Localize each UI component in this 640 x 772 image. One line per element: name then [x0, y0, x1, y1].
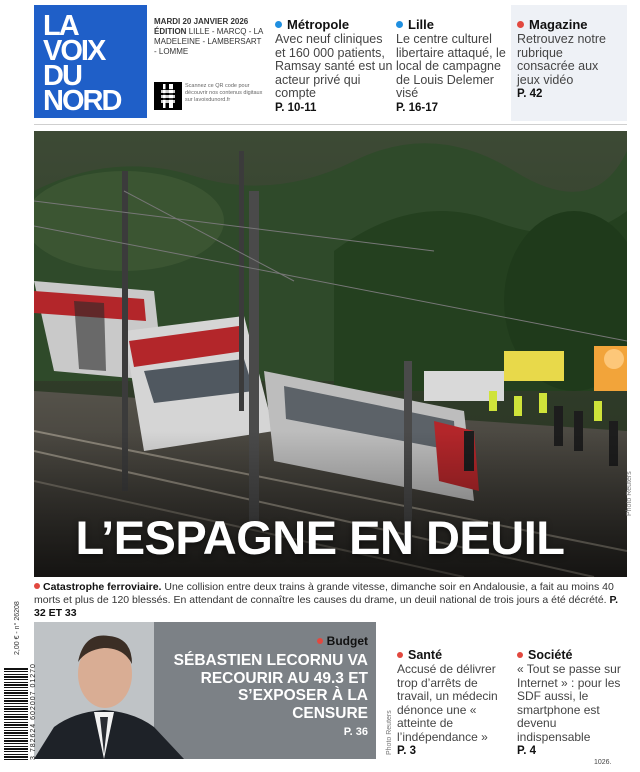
brief-sante[interactable]	[397, 648, 509, 757]
barcode-icon	[4, 668, 28, 760]
barcode-number: 3 782624 602007 01270	[30, 663, 37, 760]
brief-societe[interactable]	[517, 648, 629, 757]
brief-page: P. 4	[517, 745, 536, 757]
brief-text: Accusé de délivrer trop d’arrêts de travail, un médecin dénonce une « atteinte de l’indépendance »	[397, 662, 498, 744]
bullet-dot-icon	[396, 21, 403, 28]
lead-text: Une collision entre deux trains à grande vitesse, dimanche soir en Andalousie, a fait au moins 40 morts et plus de 120 blessés. En attendant de connaître les causes du drame, un deuil national de trois jours a été décrété.	[34, 581, 614, 606]
logo-line-du: DU	[43, 60, 81, 92]
teaser-text: Avec neuf cliniques et 160 000 patients, Ramsay santé est un acteur privé qui compte	[275, 32, 393, 100]
hero-headline[interactable]: L’ESPAGNE EN DEUIL	[75, 511, 565, 564]
budget-story[interactable]	[34, 622, 376, 759]
logo-line-voix: VOIX	[43, 35, 105, 67]
teaser-page: P. 16-17	[396, 101, 438, 114]
logo-line-nord: NORD	[43, 85, 121, 117]
newspaper-logo[interactable]	[34, 5, 147, 118]
qr-code-icon[interactable]	[154, 82, 182, 110]
edition-places: LILLE - MARCQ - LA MADELEINE - LAMBERSART - LOMME	[154, 27, 263, 56]
qr-caption: Scannez ce QR code pour découvrir nos contenus digitaux sur lavoixdunord.fr	[185, 83, 263, 103]
bullet-dot-icon	[34, 583, 40, 589]
lead-page: P. 32 ET 33	[34, 594, 619, 619]
brief-kicker: Société	[528, 648, 573, 662]
teaser-kicker: Métropole	[287, 17, 350, 32]
teaser-text: Retrouvez notre rubrique consacrée aux jeux vidéo	[517, 32, 606, 87]
teaser-page: P. 10-11	[275, 101, 317, 114]
budget-photo-credit: Photo Reuters	[386, 710, 393, 755]
bullet-dot-icon	[397, 652, 403, 658]
teaser-magazine[interactable]	[517, 17, 623, 100]
edition-info	[154, 17, 264, 57]
teaser-page: P. 42	[517, 88, 543, 100]
lead-kicker: Catastrophe ferroviaire.	[43, 581, 162, 593]
brief-page: P. 3	[397, 745, 416, 757]
hero-photo-credit: Photo Reuters	[626, 471, 633, 516]
price-issue-number: 2,00 € - n° 26208	[14, 601, 21, 655]
masthead-divider	[34, 124, 627, 125]
issue-date: MARDI 20 JANVIER 2026	[154, 17, 249, 26]
teaser-metropole[interactable]	[275, 17, 393, 114]
bullet-dot-icon	[517, 652, 523, 658]
budget-kicker: Budget	[317, 634, 368, 648]
logo-line-la: LA	[43, 10, 78, 42]
hero-lead[interactable]	[34, 581, 628, 620]
bullet-dot-icon	[517, 21, 524, 28]
bullet-dot-icon	[275, 21, 282, 28]
teaser-kicker: Magazine	[529, 17, 588, 32]
teaser-lille[interactable]	[396, 17, 514, 114]
brief-text: « Tout se passe sur Internet » : pour les SDF aussi, le smartphone est devenu indispensable	[517, 662, 621, 744]
issue-code: 1026.	[594, 759, 612, 766]
teaser-text: Le centre culturel libertaire attaqué, le local de campagne de Louis Delemer visé	[396, 32, 506, 100]
edition-label: ÉDITION	[154, 27, 187, 36]
budget-page: P. 36	[343, 726, 368, 738]
bullet-dot-icon	[317, 638, 323, 644]
budget-headline: SÉBASTIEN LECORNU VA RECOURIR AU 49.3 ET S’EXPOSER À LA CENSURE	[173, 652, 368, 722]
brief-kicker: Santé	[408, 648, 443, 662]
teaser-kicker: Lille	[408, 17, 435, 32]
